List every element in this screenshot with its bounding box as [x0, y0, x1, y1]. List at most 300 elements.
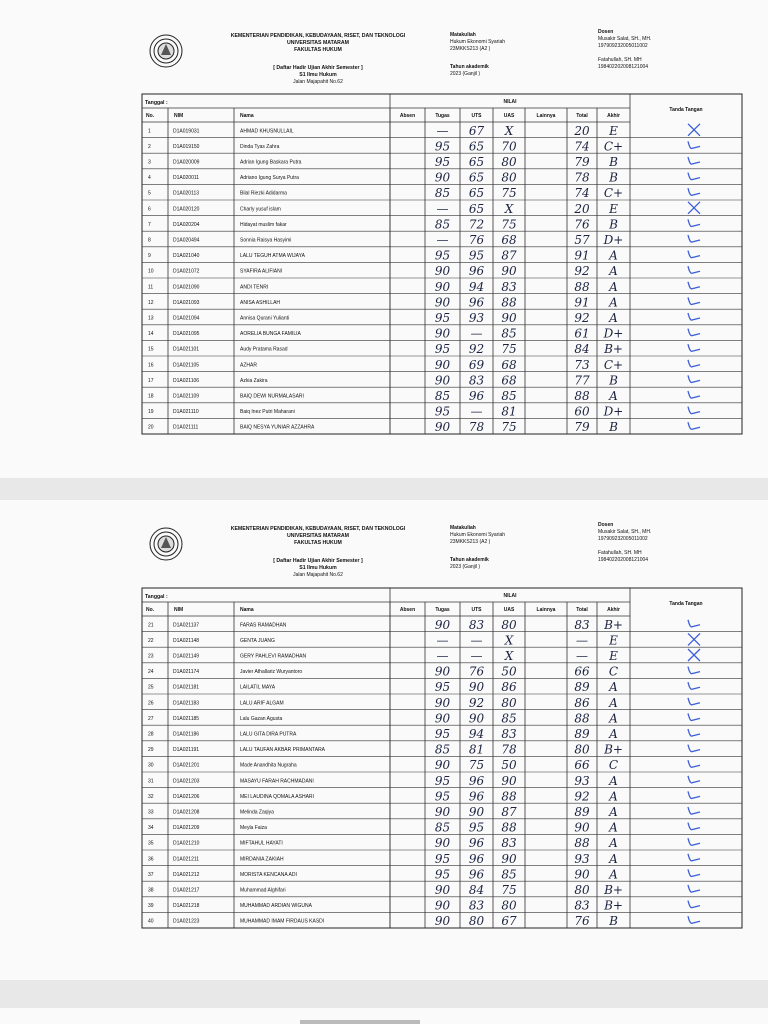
- final-grade: C+: [603, 357, 624, 372]
- document-title: [ Daftar Hadir Ujian Akhir Semester ]: [273, 65, 363, 71]
- signature-check-mark: [688, 713, 700, 720]
- row-nim: D1A020120: [173, 206, 200, 213]
- course-name: Hukum Ekonomi Syariah: [450, 39, 506, 45]
- signature-check-mark: [688, 282, 700, 289]
- score-tugas: 95: [434, 404, 451, 419]
- col-tugas: Tugas: [435, 607, 450, 613]
- score-uts: 69: [468, 357, 485, 372]
- row-nim: D1A021210: [173, 840, 200, 847]
- table-row: [148, 124, 700, 138]
- signature-check-mark: [688, 251, 700, 258]
- score-uts: —: [470, 326, 483, 341]
- signature-check-mark: [688, 838, 700, 845]
- score-tugas: 90: [434, 664, 451, 679]
- score-uas: 85: [501, 388, 517, 403]
- row-name: Muhammad Alghifari: [240, 887, 286, 894]
- score-uts: 90: [468, 680, 485, 695]
- table-row: [148, 233, 700, 247]
- row-name: MEI LAUDINA QOMALA ASHARI: [240, 793, 314, 800]
- row-name: Azkia Zakira: [240, 377, 268, 384]
- score-tugas: 90: [434, 695, 451, 710]
- header-faculty: FAKULTAS HUKUM: [294, 47, 342, 53]
- score-uts: 96: [468, 773, 485, 788]
- row-number: 14: [148, 331, 154, 338]
- attendance-sheet-page-3-partial: [0, 1008, 768, 1024]
- row-nim: D1A019031: [173, 128, 200, 135]
- score-uts: 84: [468, 882, 485, 897]
- row-name: Adrian Igung Baskara Putra: [240, 159, 302, 166]
- signature-check-mark: [688, 407, 700, 414]
- table-row: [148, 789, 700, 803]
- row-number: 24: [148, 669, 154, 676]
- row-number: 1: [148, 128, 151, 135]
- score-total: 90: [574, 820, 590, 835]
- col-uts: UTS: [471, 607, 482, 613]
- lecturer2-name: Fatahullah, SH. MH: [598, 57, 642, 63]
- final-grade: A: [609, 248, 618, 263]
- final-grade: A: [609, 836, 618, 851]
- table-row: [148, 420, 700, 434]
- signature-check-mark: [688, 682, 700, 689]
- course-name: Hukum Ekonomi Syariah: [450, 532, 506, 538]
- score-uas: 88: [501, 789, 517, 804]
- score-total: 74: [574, 139, 590, 154]
- table-row: [148, 171, 700, 185]
- score-total: 60: [574, 404, 590, 419]
- signature-check-mark: [688, 313, 700, 320]
- row-nim: D1A021109: [173, 393, 200, 400]
- score-uas: X: [504, 633, 514, 648]
- score-total: 73: [574, 357, 590, 372]
- row-nim: D1A021090: [173, 284, 200, 291]
- score-uas: 85: [501, 711, 517, 726]
- score-uas: 50: [501, 664, 517, 679]
- row-nim: D1A021217: [173, 887, 200, 894]
- row-nim: D1A021185: [173, 715, 200, 722]
- signature-check-mark: [688, 667, 700, 674]
- score-uas: 86: [501, 680, 517, 695]
- lecturer1-nip: 197909232005011002: [598, 43, 648, 49]
- score-tugas: 85: [434, 186, 451, 201]
- row-nim: D1A021149: [173, 653, 200, 660]
- row-nim: D1A020011: [173, 175, 200, 182]
- row-nim: D1A021137: [173, 622, 200, 629]
- col-total: Total: [576, 607, 588, 613]
- university-seal-icon: [150, 528, 182, 560]
- signature-cross-mark: [688, 124, 700, 136]
- final-grade: D+: [603, 404, 624, 419]
- score-tugas: 90: [434, 758, 451, 773]
- score-tugas: —: [436, 123, 449, 138]
- score-tugas: 85: [434, 388, 451, 403]
- score-tugas: 95: [434, 342, 451, 357]
- signature-check-mark: [688, 219, 700, 226]
- col-nim: NIM: [174, 113, 184, 119]
- tanda-tangan-header: Tanda Tangan: [669, 601, 703, 607]
- row-name: Annisa Qurani Yulianti: [240, 315, 290, 322]
- col-total: Total: [576, 113, 588, 119]
- final-grade: B: [609, 373, 618, 388]
- table-row: [148, 805, 700, 819]
- row-number: 3: [148, 159, 151, 166]
- signature-check-mark: [688, 344, 700, 351]
- row-name: Lalu Gazan Agusta: [240, 715, 283, 722]
- table-row: [148, 883, 700, 897]
- score-uts: 96: [468, 851, 485, 866]
- final-grade: C: [608, 664, 619, 679]
- score-uas: 75: [501, 420, 517, 435]
- col-uas: UAS: [503, 113, 515, 119]
- score-tugas: 90: [434, 170, 451, 185]
- table-row: [148, 914, 700, 928]
- row-nim: D1A021106: [173, 377, 200, 384]
- score-uas: 80: [501, 154, 517, 169]
- score-total: 57: [574, 232, 590, 247]
- score-uts: 96: [468, 295, 485, 310]
- score-tugas: 90: [434, 914, 451, 929]
- row-number: 22: [148, 637, 154, 644]
- signature-check-mark: [688, 329, 700, 336]
- program-name: S1 Ilmu Hukum: [299, 565, 337, 571]
- signature-check-mark: [688, 266, 700, 273]
- final-grade: D+: [603, 232, 624, 247]
- tanda-tangan-header: Tanda Tangan: [669, 107, 703, 113]
- score-tugas: 95: [434, 726, 451, 741]
- score-uts: 90: [468, 711, 485, 726]
- score-total: 77: [574, 373, 590, 388]
- row-name: MUHAMMAD ARDIAN WIGUNA: [240, 903, 312, 910]
- col-lainnya: Lainnya: [536, 607, 556, 613]
- score-tugas: 90: [434, 420, 451, 435]
- table-row: [148, 342, 700, 356]
- signature-check-mark: [688, 157, 700, 164]
- row-name: MIFTAHUL HAYATI: [240, 840, 283, 847]
- score-uas: 80: [501, 617, 517, 632]
- table-row: [148, 358, 700, 372]
- score-tugas: 90: [434, 836, 451, 851]
- score-uas: 67: [501, 914, 517, 929]
- score-tugas: 95: [434, 248, 451, 263]
- col-uts: UTS: [471, 113, 482, 119]
- score-total: 92: [574, 264, 590, 279]
- score-uts: —: [470, 633, 483, 648]
- row-nim: D1A021183: [173, 700, 200, 707]
- final-grade: A: [609, 279, 618, 294]
- table-row: [148, 217, 700, 231]
- row-number: 9: [148, 253, 151, 260]
- final-grade: E: [609, 201, 618, 216]
- row-nim: D1A020204: [173, 221, 200, 228]
- table-row: [148, 899, 700, 913]
- table-row: [148, 139, 700, 153]
- row-number: 26: [148, 700, 154, 707]
- score-uts: 94: [468, 726, 485, 741]
- row-name: AZHAR: [240, 362, 257, 369]
- score-total: 66: [574, 758, 590, 773]
- table-row: [148, 405, 700, 419]
- header-ministry: KEMENTERIAN PENDIDIKAN, KEBUDAYAAN, RISET, DAN TEKNOLOGI: [230, 33, 406, 39]
- table-row: [148, 389, 700, 403]
- table-row: [148, 665, 700, 679]
- row-name: Audy Pratama Rasad: [240, 346, 288, 353]
- row-name: Charly yusuf islam: [240, 206, 281, 213]
- table-row: [148, 295, 700, 309]
- row-name: SYAFIRA ALIFIANI: [240, 268, 283, 275]
- row-name: MIRDANIA ZAKIAH: [240, 856, 284, 863]
- row-number: 17: [148, 377, 154, 384]
- signature-check-mark: [688, 916, 700, 923]
- row-nim: D1A021111: [173, 424, 199, 431]
- row-number: 25: [148, 684, 154, 691]
- score-uts: 83: [468, 617, 485, 632]
- score-total: 93: [574, 773, 590, 788]
- row-number: 35: [148, 840, 154, 847]
- header-faculty: FAKULTAS HUKUM: [294, 540, 342, 546]
- score-tugas: 90: [434, 617, 451, 632]
- score-uas: 87: [501, 804, 517, 819]
- row-number: 5: [148, 190, 151, 197]
- row-nim: D1A021191: [173, 747, 200, 754]
- score-total: 66: [574, 664, 590, 679]
- score-uts: —: [470, 648, 483, 663]
- row-name: Melinda Zaqiya: [240, 809, 274, 816]
- row-name: Sonnia Raisya Hasyimi: [240, 237, 292, 244]
- row-name: Javier Athallariz Wuryantoro: [240, 669, 303, 676]
- col-tugas: Tugas: [435, 113, 450, 119]
- row-nim: D1A020113: [173, 190, 200, 197]
- row-number: 34: [148, 825, 154, 832]
- score-uas: 85: [501, 326, 517, 341]
- row-nim: D1A021211: [173, 856, 200, 863]
- table-row: [148, 373, 700, 387]
- tanggal-label: Tanggal :: [145, 100, 168, 106]
- score-total: 79: [574, 420, 590, 435]
- col-akhir: Akhir: [607, 113, 620, 119]
- score-uas: 68: [501, 232, 517, 247]
- score-tugas: 95: [434, 139, 451, 154]
- score-uts: 72: [468, 217, 485, 232]
- year-label: Tahun akademik: [450, 64, 489, 70]
- score-tugas: 90: [434, 804, 451, 819]
- final-grade: B+: [604, 617, 623, 632]
- score-uas: 90: [501, 310, 517, 325]
- row-name: BAIQ DEWI NURMALASARI: [240, 393, 304, 400]
- table-row: [148, 727, 700, 741]
- score-uas: 81: [501, 404, 517, 419]
- final-grade: A: [609, 867, 618, 882]
- score-total: 83: [574, 617, 590, 632]
- score-uts: 65: [468, 154, 485, 169]
- row-nim: D1A021223: [173, 918, 200, 925]
- row-name: AORELIA BUNGA FAMILIA: [240, 331, 301, 338]
- score-total: 93: [574, 851, 590, 866]
- table-row: [148, 202, 700, 216]
- score-uas: X: [504, 123, 514, 138]
- score-uas: 75: [501, 342, 517, 357]
- final-grade: E: [609, 648, 618, 663]
- row-nim: D1A021174: [173, 669, 200, 676]
- row-name: AHMAD KHUSNULLAIL: [240, 128, 294, 135]
- table-row: [148, 155, 700, 169]
- program-name: S1 Ilmu Hukum: [299, 72, 337, 78]
- row-number: 10: [148, 268, 154, 275]
- final-grade: C+: [603, 139, 624, 154]
- final-grade: E: [609, 123, 618, 138]
- final-grade: C+: [603, 186, 624, 201]
- row-number: 19: [148, 409, 154, 416]
- score-uts: 80: [468, 914, 485, 929]
- row-number: 33: [148, 809, 154, 816]
- row-number: 18: [148, 393, 154, 400]
- signature-check-mark: [688, 620, 700, 627]
- table-row: [148, 618, 700, 632]
- col-uas: UAS: [503, 607, 515, 613]
- final-grade: E: [609, 633, 618, 648]
- final-grade: A: [609, 695, 618, 710]
- table-row: [148, 836, 700, 850]
- row-nim: D1A021186: [173, 731, 200, 738]
- final-grade: C: [608, 758, 619, 773]
- row-nim: D1A019150: [173, 143, 200, 150]
- score-uts: 92: [468, 695, 485, 710]
- score-tugas: 95: [434, 310, 451, 325]
- score-total: 79: [574, 154, 590, 169]
- final-grade: A: [609, 820, 618, 835]
- score-uas: 75: [501, 217, 517, 232]
- score-total: 90: [574, 867, 590, 882]
- score-total: 80: [574, 882, 590, 897]
- score-tugas: 90: [434, 711, 451, 726]
- header-university: UNIVERSITAS MATARAM: [287, 533, 349, 539]
- score-uas: 87: [501, 248, 517, 263]
- score-uas: 90: [501, 264, 517, 279]
- row-name: Meyla Faiza: [240, 825, 267, 832]
- row-name: MASAYU FARAH RACHMADANI: [240, 778, 314, 785]
- final-grade: A: [609, 789, 618, 804]
- row-number: 36: [148, 856, 154, 863]
- table-row: [148, 852, 700, 866]
- address: Jalan Majapahit No.62: [293, 79, 343, 85]
- signature-check-mark: [688, 776, 700, 783]
- score-total: 83: [574, 898, 590, 913]
- score-tugas: 95: [434, 773, 451, 788]
- table-row: [148, 186, 700, 200]
- col-lainnya: Lainnya: [536, 113, 556, 119]
- row-name: Hidayat muslim fakar: [240, 221, 287, 228]
- score-tugas: 95: [434, 867, 451, 882]
- score-uts: 75: [468, 758, 485, 773]
- score-tugas: 95: [434, 154, 451, 169]
- score-total: 89: [574, 726, 590, 741]
- score-total: 20: [574, 123, 590, 138]
- row-number: 6: [148, 206, 151, 213]
- university-seal-icon: [150, 35, 182, 67]
- score-uts: 96: [468, 867, 485, 882]
- score-uas: 78: [501, 742, 517, 757]
- row-name: MUHAMMAD IMAM FIRDAUS KASDI: [240, 918, 325, 925]
- signature-cross-mark: [688, 202, 700, 214]
- score-tugas: 85: [434, 820, 451, 835]
- score-total: 76: [574, 914, 590, 929]
- row-nim: D1A021181: [173, 684, 200, 691]
- row-name: BAIQ NESYA YUNIAR AZZAHRA: [240, 424, 315, 431]
- score-uas: X: [504, 201, 514, 216]
- row-name: Adriano Igung Surya Putra: [240, 175, 299, 182]
- signature-check-mark: [688, 823, 700, 830]
- row-number: 15: [148, 346, 154, 353]
- score-uts: 78: [468, 420, 485, 435]
- signature-cross-mark: [688, 649, 700, 661]
- score-total: 76: [574, 217, 590, 232]
- table-row: [148, 311, 700, 325]
- score-uts: 76: [468, 232, 485, 247]
- score-tugas: 90: [434, 898, 451, 913]
- score-uts: 94: [468, 279, 485, 294]
- row-name: GERY PAHLEVI RAMADHAN: [240, 653, 307, 660]
- row-nim: D1A021209: [173, 825, 200, 832]
- address: Jalan Majapahit No.62: [293, 572, 343, 578]
- signature-check-mark: [688, 141, 700, 148]
- final-grade: A: [609, 310, 618, 325]
- score-tugas: 90: [434, 882, 451, 897]
- document-title: [ Daftar Hadir Ujian Akhir Semester ]: [273, 558, 363, 564]
- score-tugas: 85: [434, 742, 451, 757]
- score-uas: 50: [501, 758, 517, 773]
- row-nim: D1A021201: [173, 762, 200, 769]
- signature-check-mark: [688, 391, 700, 398]
- table-row: [148, 774, 700, 788]
- score-tugas: —: [436, 201, 449, 216]
- row-nim: D1A021212: [173, 871, 200, 878]
- final-grade: B+: [604, 882, 623, 897]
- row-number: 27: [148, 715, 154, 722]
- score-tugas: 90: [434, 279, 451, 294]
- table-row: [148, 680, 700, 694]
- signature-check-mark: [688, 901, 700, 908]
- row-number: 37: [148, 871, 154, 878]
- score-tugas: 85: [434, 217, 451, 232]
- row-nim: D1A020009: [173, 159, 200, 166]
- table-row: [148, 821, 700, 835]
- header-university: UNIVERSITAS MATARAM: [287, 40, 349, 46]
- row-number: 32: [148, 793, 154, 800]
- row-nim: D1A021093: [173, 299, 200, 306]
- score-uas: 90: [501, 851, 517, 866]
- signature-check-mark: [688, 791, 700, 798]
- row-name: FARAS RAMADHAN: [240, 622, 287, 629]
- row-name: Made Anandhita Nugraha: [240, 762, 297, 769]
- score-uas: X: [504, 648, 514, 663]
- score-uas: 88: [501, 295, 517, 310]
- col-no: No.: [146, 607, 155, 613]
- row-number: 12: [148, 299, 154, 306]
- signature-check-mark: [688, 698, 700, 705]
- row-number: 11: [148, 284, 154, 291]
- score-total: 91: [574, 295, 590, 310]
- final-grade: A: [609, 804, 618, 819]
- row-number: 23: [148, 653, 154, 660]
- score-uts: 65: [468, 186, 485, 201]
- score-uts: 65: [468, 201, 485, 216]
- score-total: 20: [574, 201, 590, 216]
- score-uas: 75: [501, 882, 517, 897]
- row-name: GENTA JUANG: [240, 637, 275, 644]
- final-grade: B: [609, 170, 618, 185]
- course-label: Matakuliah: [450, 525, 476, 531]
- row-name: LALU GITA DIRA PUTRA: [240, 731, 297, 738]
- score-total: 61: [574, 326, 590, 341]
- row-nim: D1A021072: [173, 268, 200, 275]
